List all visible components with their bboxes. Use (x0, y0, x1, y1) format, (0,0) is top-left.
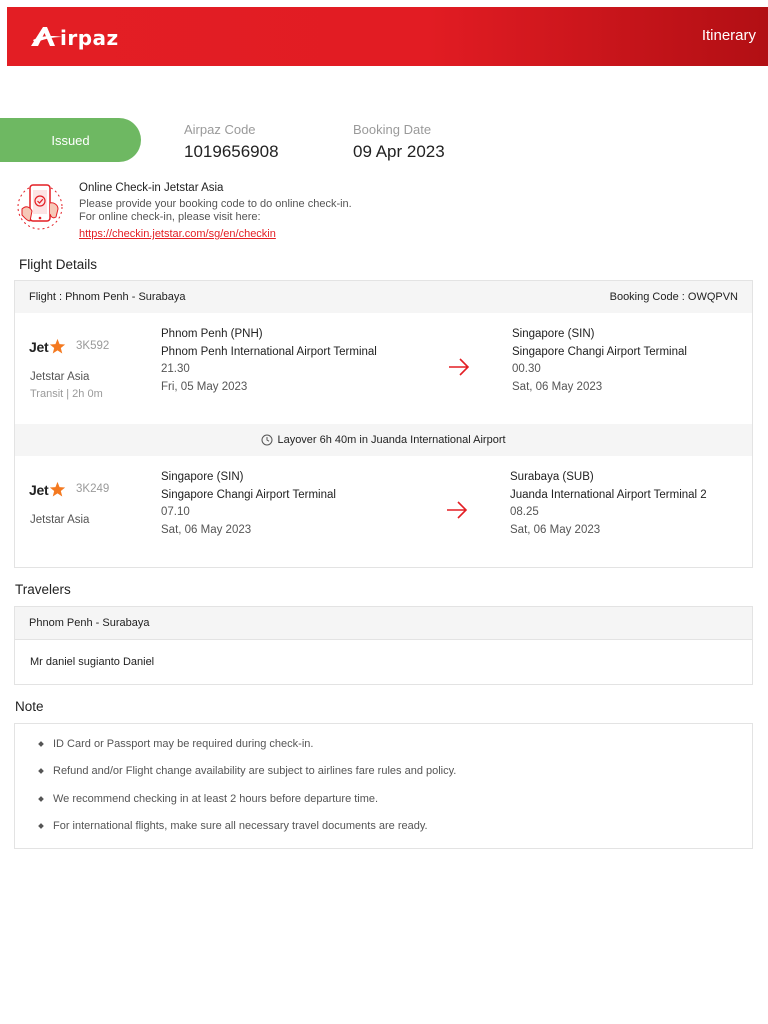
arrival-point (510, 469, 707, 539)
flight-route: Flight : Phnom Penh - Surabaya (29, 291, 186, 303)
arrow-right-icon (446, 500, 468, 520)
checkin-description: Please provide your booking code to do online check-in. For online check-in, please visit here: (79, 198, 352, 223)
flight-number: 3K592 (76, 340, 110, 352)
flight-segment (15, 313, 752, 424)
transit-info: Transit | 2h 0m (30, 388, 103, 400)
traveler-row (15, 639, 752, 684)
departure-time: 07.10 (161, 506, 190, 518)
departure-airport: Singapore Changi Airport Terminal (161, 488, 336, 501)
airpaz-code-block (184, 122, 279, 162)
brand-name: irpaz (60, 26, 119, 50)
booking-date-value: 09 Apr 2023 (353, 142, 445, 161)
arrival-time: 08.25 (510, 506, 539, 518)
note-title: Note (15, 699, 44, 714)
departure-date: Sat, 06 May 2023 (161, 523, 252, 536)
departure-date: Fri, 05 May 2023 (161, 380, 248, 393)
flight-details-title: Flight Details (19, 257, 98, 272)
page-title: Itinerary (701, 27, 756, 44)
jetstar-star-icon (49, 481, 66, 498)
checkin-link[interactable]: https://checkin.jetstar.com/sg/en/checkin (79, 228, 276, 240)
status-badge: Issued (0, 118, 141, 162)
traveler-name: Mr daniel sugianto Daniel (30, 656, 155, 668)
arrival-date: Sat, 06 May 2023 (512, 380, 603, 393)
checkin-title: Online Check-in Jetstar Asia (79, 182, 224, 194)
flight-details-card (14, 280, 753, 568)
booking-date-block (353, 122, 445, 162)
airline-name: Jetstar Asia (30, 371, 90, 383)
airline-name: Jetstar Asia (30, 514, 90, 526)
travelers-route (15, 607, 752, 639)
departure-time: 21.30 (161, 363, 190, 375)
travelers-title: Travelers (15, 582, 71, 597)
arrival-airport: Juanda International Airport Terminal 2 (510, 488, 707, 501)
arrival-point (512, 326, 687, 396)
arrival-time: 00.30 (512, 363, 541, 375)
arrival-airport: Singapore Changi Airport Terminal (512, 345, 687, 358)
booking-date-label: Booking Date (353, 122, 432, 137)
flight-details-header (15, 281, 752, 313)
departure-point (161, 469, 336, 539)
jetstar-star-icon (49, 338, 66, 355)
departure-city: Phnom Penh (PNH) (161, 328, 263, 340)
header-bar (7, 7, 768, 66)
arrival-date: Sat, 06 May 2023 (510, 523, 601, 536)
note-list (15, 724, 752, 850)
airpaz-logo-icon (29, 23, 63, 51)
arrival-city: Singapore (SIN) (512, 328, 595, 340)
departure-point (161, 326, 377, 396)
departure-city: Singapore (SIN) (161, 471, 244, 483)
airpaz-logo[interactable] (29, 21, 119, 53)
phone-checkin-icon (16, 181, 68, 231)
layover-text: Layover 6h 40m in Juanda International Airport (277, 434, 506, 446)
note-item: For international flights, make sure all necessary travel documents are ready. (53, 815, 728, 842)
departure-airport: Phnom Penh International Airport Terminal (161, 345, 377, 358)
booking-code: Booking Code : OWQPVN (609, 291, 738, 303)
note-item: Refund and/or Flight change availability are subject to airlines fare rules and policy. (53, 760, 728, 787)
jetstar-logo: Jet (29, 481, 66, 498)
arrow-right-icon (448, 357, 470, 377)
travelers-route-label: Phnom Penh - Surabaya (29, 617, 150, 629)
travelers-card (14, 606, 753, 685)
layover-bar (15, 424, 752, 456)
arrival-city: Surabaya (SUB) (510, 471, 594, 483)
flight-segment (15, 456, 752, 566)
note-card (14, 723, 753, 849)
airpaz-code-label: Airpaz Code (184, 122, 256, 137)
airpaz-code-value: 1019656908 (184, 142, 279, 161)
flight-number: 3K249 (76, 483, 110, 495)
jetstar-logo: Jet (29, 338, 66, 355)
note-item: We recommend checking in at least 2 hours before departure time. (53, 788, 728, 815)
clock-icon (261, 434, 273, 446)
note-item: ID Card or Passport may be required during check-in. (53, 733, 728, 760)
